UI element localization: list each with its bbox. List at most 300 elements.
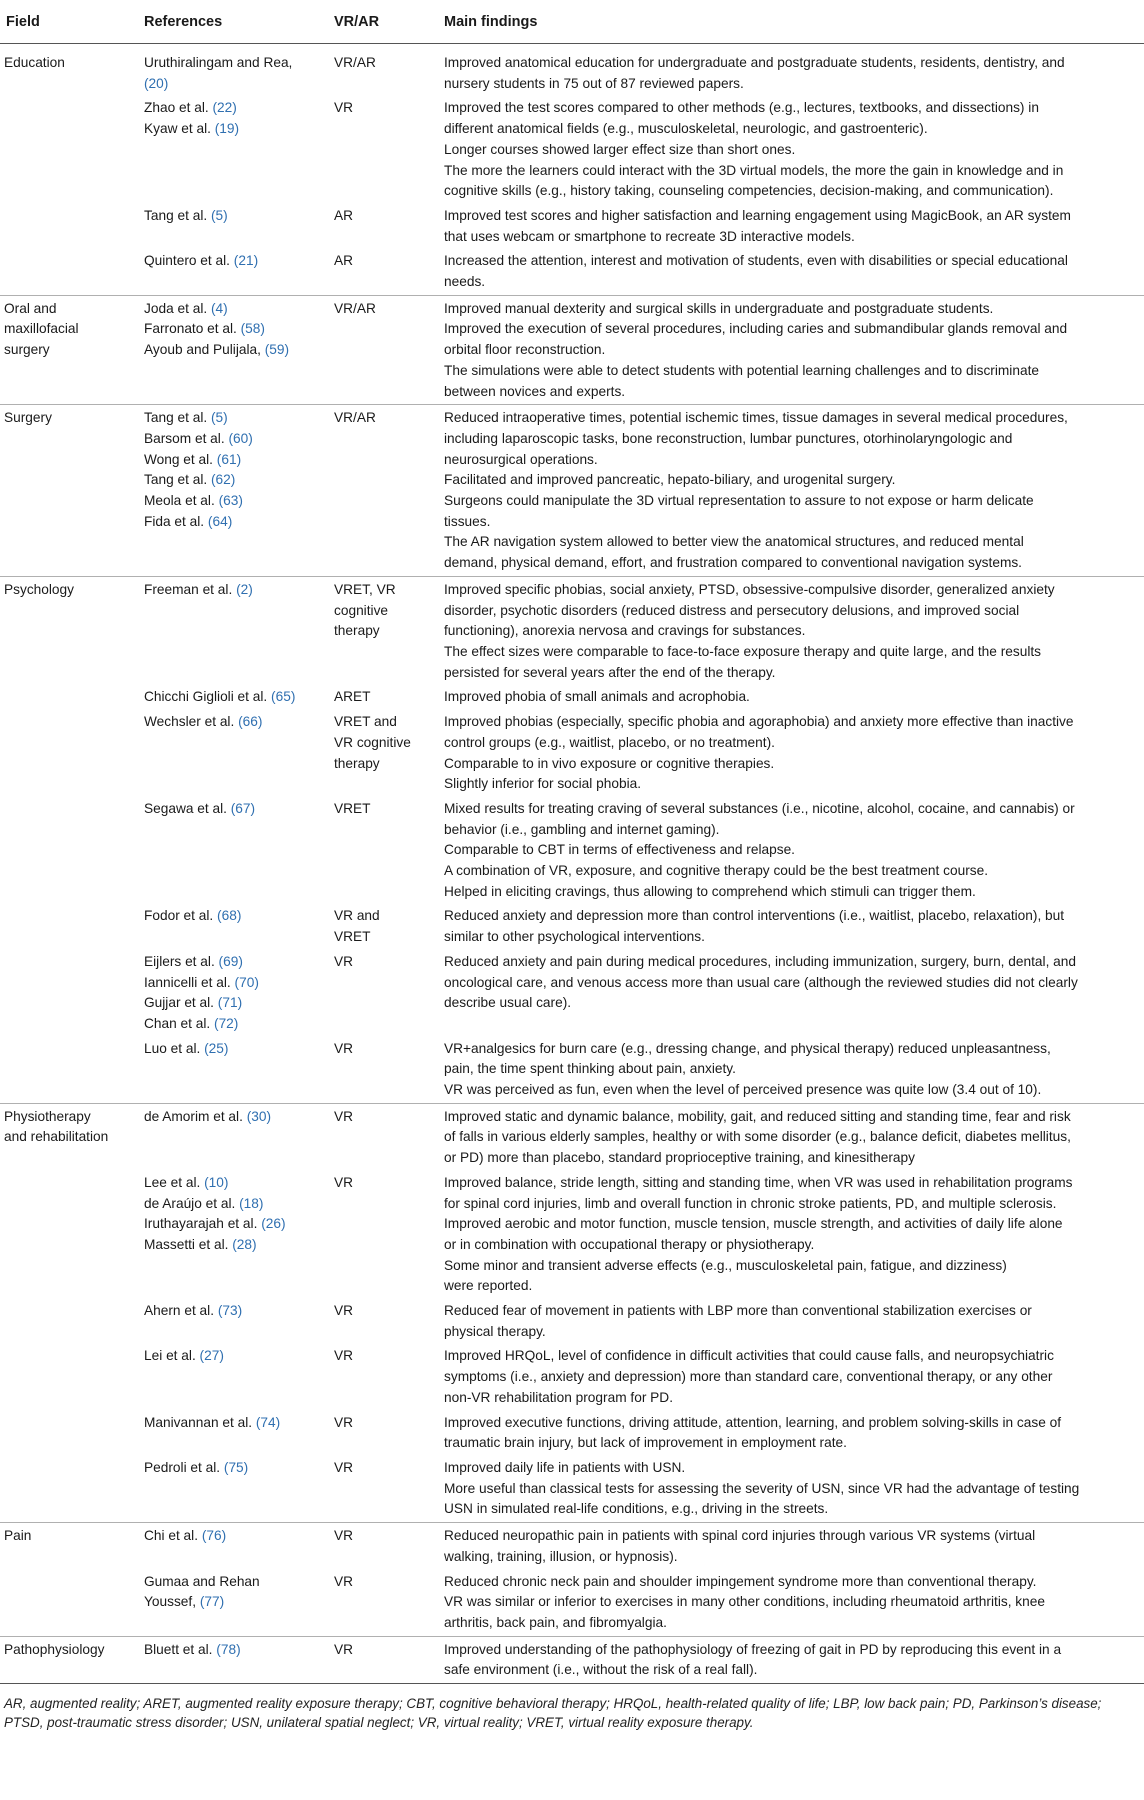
reference-number: (75) — [223, 1460, 249, 1475]
field-line: Surgery — [4, 410, 52, 426]
references-cell — [138, 1103, 328, 1171]
finding-line: orbital floor reconstruction. — [444, 342, 606, 358]
reference-number: (26) — [261, 1216, 286, 1232]
field-line: and rehabilitation — [4, 1129, 109, 1145]
finding-line: physical therapy. — [444, 1323, 546, 1339]
reference-number: (19) — [214, 121, 240, 137]
reference-author: Farronato et al. — [144, 321, 241, 337]
main-findings-cell — [438, 295, 1144, 405]
finding-line: VR was perceived as fun, even when the level of perceived presence was quite low (3.4 out of 10). — [444, 1082, 1042, 1098]
reference-author: de Araújo et al. — [144, 1195, 240, 1211]
table-row — [0, 904, 1144, 949]
references-cell — [138, 295, 328, 405]
main-findings-cell — [438, 950, 1144, 1037]
vr-ar-line: VR — [334, 1573, 354, 1589]
finding-line: Some minor and transient adverse effects (e.g., musculoskeletal pain, fatigue, and dizziness) — [444, 1257, 1007, 1273]
vr-ar-cell — [328, 797, 438, 905]
reference-line — [144, 1413, 322, 1434]
finding-line: traumatic brain injury, but lack of improvement in employment rate. — [444, 1435, 847, 1451]
field-cell — [0, 1103, 138, 1171]
finding-line: Improved anatomical education for undergraduate and postgraduate students, residents, dentistry, and — [444, 55, 1065, 70]
table-row — [0, 204, 1144, 249]
reference-author: Kyaw et al. — [144, 121, 215, 137]
vr-ar-line: VR — [334, 1108, 354, 1124]
reference-author: Pedroli et al. — [144, 1460, 224, 1475]
reference-number: (78) — [216, 1641, 241, 1657]
field-cell — [0, 685, 138, 710]
finding-line: More useful than classical tests for assessing the severity of USN, since VR had the advantage of testing — [444, 1480, 1080, 1496]
vr-ar-line: VR and — [334, 908, 380, 924]
finding-line: demand, physical demand, effort, and frustration compared to conventional navigation systems. — [444, 555, 1022, 571]
reference-number: (65) — [271, 689, 296, 705]
finding-line: were reported. — [444, 1278, 533, 1294]
header-references: References — [138, 12, 328, 44]
finding-line: Increased the attention, interest and motivation of students, even with disabilities or special educational — [444, 253, 1068, 269]
header-row — [0, 12, 1144, 44]
main-findings-cell — [438, 1411, 1144, 1456]
reference-author: Gumaa and Rehan — [144, 1573, 260, 1589]
finding-line: The more the learners could interact with the 3D virtual models, the more the gain in knowledge and in — [444, 162, 1064, 178]
vr-ar-cell — [328, 1299, 438, 1344]
references-cell — [138, 904, 328, 949]
reference-author: Chicchi Giglioli et al. — [144, 689, 272, 705]
reference-number: (20) — [144, 75, 169, 91]
vr-ar-line: VR/AR — [334, 410, 376, 426]
vr-ar-cell — [328, 576, 438, 685]
reference-number: (5) — [210, 207, 228, 223]
footnote-line: PTSD, post-traumatic stress disorder; USN, unilateral spatial neglect; VR, virtual reality; VRET, virtual reality exposure therapy. — [4, 1715, 754, 1731]
reference-author: Fida et al. — [144, 513, 208, 529]
references-cell — [138, 576, 328, 685]
table-row — [0, 685, 1144, 710]
finding-line: of falls in various elderly samples, healthy or with some disorder (e.g., balance deficit, diabetes mellitus, — [444, 1129, 1071, 1145]
references-cell — [138, 685, 328, 710]
reference-line — [144, 119, 322, 140]
vr-ar-line: VR — [334, 1348, 354, 1364]
reference-line — [144, 408, 322, 429]
vr-ar-line: VRET — [334, 929, 371, 945]
reference-number: (69) — [218, 953, 243, 969]
field-cell — [0, 44, 138, 97]
vr-ar-cell — [328, 44, 438, 97]
reference-number: (71) — [217, 995, 243, 1011]
vr-ar-line: VRET, VR — [334, 581, 396, 597]
references-cell — [138, 1299, 328, 1344]
vr-ar-cell — [328, 1171, 438, 1299]
reference-line — [144, 340, 322, 361]
vr-ar-cell — [328, 204, 438, 249]
field-cell — [0, 710, 138, 797]
finding-line: Improved manual dexterity and surgical skills in undergraduate and postgraduate students. — [444, 300, 994, 316]
table-row — [0, 295, 1144, 405]
reference-number: (5) — [210, 410, 228, 426]
reference-number: (4) — [210, 300, 228, 316]
finding-line: Slightly inferior for social phobia. — [444, 776, 642, 792]
vr-ar-cell — [328, 1523, 438, 1570]
reference-author: Tang et al. — [144, 472, 211, 488]
vr-ar-line: AR — [334, 253, 354, 269]
reference-author: Wong et al. — [144, 451, 217, 467]
reference-author: Freeman et al. — [144, 581, 237, 597]
reference-line — [144, 98, 322, 119]
field-cell — [0, 1411, 138, 1456]
vr-ar-line: ARET — [334, 689, 371, 705]
reference-number: (73) — [217, 1303, 243, 1319]
references-cell — [138, 797, 328, 905]
reference-author: Barsom et al. — [144, 430, 229, 446]
finding-line: walking, training, illusion, or hypnosis). — [444, 1548, 678, 1564]
vr-ar-line: VRET — [334, 800, 371, 816]
vr-ar-line: VR — [334, 1414, 354, 1430]
finding-line: Reduced anxiety and depression more than control interventions (i.e., waitlist, placebo, relaxation), but — [444, 908, 1065, 924]
vr-ar-line: VR — [334, 100, 354, 116]
reference-author: Tang et al. — [144, 207, 211, 223]
field-cell — [0, 405, 138, 577]
references-cell — [138, 1456, 328, 1523]
finding-line: Improved the execution of several procedures, including caries and submandibular glands removal and — [444, 321, 1068, 337]
vr-ar-cell — [328, 1456, 438, 1523]
table-row — [0, 1299, 1144, 1344]
vr-ar-line: VR — [334, 1528, 354, 1544]
reference-number: (27) — [199, 1348, 224, 1364]
reference-author: Chan et al. — [144, 1015, 215, 1031]
references-cell — [138, 1171, 328, 1299]
reference-number: (30) — [246, 1108, 272, 1124]
reference-line — [144, 206, 322, 227]
table-row — [0, 405, 1144, 577]
finding-line: Reduced anxiety and pain during medical procedures, including immunization, surgery, burn, dental, and — [444, 953, 1077, 969]
reference-number: (74) — [255, 1414, 281, 1430]
vr-ar-line: AR — [334, 207, 354, 223]
table-row — [0, 1570, 1144, 1637]
reference-line — [144, 1214, 322, 1235]
finding-line: tissues. — [444, 513, 491, 529]
reference-line — [144, 1301, 322, 1322]
reference-author: Quintero et al. — [144, 253, 234, 269]
main-findings-cell — [438, 1344, 1144, 1410]
vr-ar-line: VR — [334, 1303, 354, 1319]
table-row — [0, 96, 1144, 204]
finding-line: The simulations were able to detect students with potential learning challenges and to discriminate — [444, 362, 1039, 378]
table-footnote — [0, 1683, 1144, 1732]
references-cell — [138, 1570, 328, 1637]
finding-line: cognitive skills (e.g., history taking, counseling competencies, decision-making, and communication). — [444, 183, 1054, 199]
finding-line: Improved daily life in patients with USN. — [444, 1460, 686, 1475]
reference-line — [144, 952, 322, 973]
finding-line: Helped in eliciting cravings, thus allowing to comprehend which stimuli can trigger them. — [444, 883, 976, 899]
vr-ar-cell — [328, 1103, 438, 1171]
reference-author: Gujjar et al. — [144, 995, 218, 1011]
reference-line — [144, 906, 322, 927]
reference-author: Wechsler et al. — [144, 714, 239, 730]
vr-ar-cell — [328, 1570, 438, 1637]
main-findings-cell — [438, 1570, 1144, 1637]
main-findings-cell — [438, 405, 1144, 577]
table-row — [0, 1344, 1144, 1410]
main-findings-cell — [438, 576, 1144, 685]
reference-line — [144, 1235, 322, 1256]
reference-number: (18) — [239, 1195, 264, 1211]
main-findings-cell — [438, 44, 1144, 97]
finding-line: describe usual care). — [444, 995, 572, 1011]
finding-line: Improved phobias (especially, specific phobia and agoraphobia) and anxiety more effective than inactive — [444, 714, 1074, 730]
field-cell — [0, 204, 138, 249]
finding-line: different anatomical fields (e.g., musculoskeletal, neurologic, and gastroenteric). — [444, 121, 928, 137]
main-findings-cell — [438, 1636, 1144, 1683]
table-row — [0, 950, 1144, 1037]
main-findings-cell — [438, 1171, 1144, 1299]
reference-line — [144, 1014, 322, 1035]
finding-line: Reduced intraoperative times, potential ischemic times, tissue damages in several medical procedures, — [444, 410, 1068, 426]
finding-line: Improved phobia of small animals and acrophobia. — [444, 689, 750, 705]
reference-line — [144, 1039, 322, 1060]
main-findings-cell — [438, 204, 1144, 249]
reference-author: Massetti et al. — [144, 1236, 233, 1252]
reference-number: (63) — [218, 493, 243, 509]
vr-ar-cell — [328, 249, 438, 295]
finding-line: VR was similar or inferior to exercises in many other conditions, including rheumatoid arthritis, knee — [444, 1594, 1045, 1610]
field-cell — [0, 576, 138, 685]
finding-line: Comparable to in vivo exposure or cognitive therapies. — [444, 755, 775, 771]
table-body — [0, 44, 1144, 1684]
main-findings-cell — [438, 1523, 1144, 1570]
finding-line: functioning), anorexia nervosa and cravings for substances. — [444, 623, 806, 639]
finding-line: behavior (i.e., gambling and internet gaming). — [444, 821, 720, 837]
reference-number: (28) — [232, 1236, 257, 1252]
references-cell — [138, 1344, 328, 1410]
finding-line: Longer courses showed larger effect size than short ones. — [444, 141, 796, 157]
finding-line: Improved static and dynamic balance, mobility, gait, and reduced sitting and standing time, fear and risk — [444, 1108, 1071, 1124]
table-row — [0, 1523, 1144, 1570]
vr-ar-cell — [328, 685, 438, 710]
table-row — [0, 1456, 1144, 1523]
finding-line: persisted for several years after the end of the therapy. — [444, 664, 776, 680]
finding-line: safe environment (i.e., without the risk of a real fall). — [444, 1662, 758, 1678]
reference-line — [144, 491, 322, 512]
reference-author: Chi et al. — [144, 1528, 202, 1544]
field-cell — [0, 295, 138, 405]
finding-line: similar to other psychological interventions. — [444, 929, 705, 945]
finding-line: that uses webcam or smartphone to recreate 3D interactive models. — [444, 228, 855, 244]
field-line: Pain — [4, 1528, 32, 1544]
finding-line: needs. — [444, 274, 486, 290]
table-row — [0, 710, 1144, 797]
reference-line — [144, 1346, 322, 1367]
vr-ar-cell — [328, 904, 438, 949]
references-cell — [138, 96, 328, 204]
vr-ar-line: VR — [334, 1040, 354, 1056]
field-cell — [0, 96, 138, 204]
reference-author: Lei et al. — [144, 1348, 200, 1364]
main-findings-cell — [438, 249, 1144, 295]
vr-ar-cell — [328, 96, 438, 204]
main-findings-cell — [438, 1037, 1144, 1104]
reference-line — [144, 512, 322, 533]
main-findings-cell — [438, 1103, 1144, 1171]
finding-line: Improved understanding of the pathophysiology of freezing of gait in PD by reproducing this event in a — [444, 1641, 1062, 1657]
finding-line: Mixed results for treating craving of several substances (i.e., nicotine, alcohol, cocaine, and cannabis) or — [444, 800, 1075, 816]
main-findings-cell — [438, 1456, 1144, 1523]
main-findings-cell — [438, 685, 1144, 710]
vr-ar-line: therapy — [334, 623, 380, 639]
field-cell — [0, 797, 138, 905]
reference-number: (10) — [204, 1174, 229, 1190]
finding-line: Improved the test scores compared to other methods (e.g., lectures, textbooks, and dissections) in — [444, 100, 1039, 116]
finding-line: arthritis, back pain, and fibromyalgia. — [444, 1614, 667, 1630]
table-row — [0, 1171, 1144, 1299]
header-main-findings: Main findings — [438, 12, 1144, 44]
references-cell — [138, 249, 328, 295]
vr-ar-cell — [328, 950, 438, 1037]
table-row — [0, 249, 1144, 295]
main-findings-cell — [438, 710, 1144, 797]
reference-number: (70) — [234, 974, 259, 990]
reference-line — [144, 1526, 322, 1547]
reference-number: (2) — [236, 581, 253, 597]
references-cell — [138, 1037, 328, 1104]
table-row — [0, 1037, 1144, 1104]
vr-ar-line: therapy — [334, 755, 380, 771]
finding-line: USN in simulated real-life conditions, e.g., driving in the streets. — [444, 1501, 829, 1517]
reference-author: Luo et al. — [144, 1040, 205, 1056]
table-row — [0, 1103, 1144, 1171]
field-line: Education — [4, 55, 65, 70]
field-line: Pathophysiology — [4, 1641, 105, 1657]
reference-author: Segawa et al. — [144, 800, 231, 816]
reference-line — [144, 470, 322, 491]
finding-line: VR+analgesics for burn care (e.g., dressing change, and physical therapy) reduced unpleasantness, — [444, 1040, 1051, 1056]
finding-line: Reduced chronic neck pain and shoulder impingement syndrome more than conventional therapy. — [444, 1573, 1037, 1589]
finding-line: Improved test scores and higher satisfaction and learning engagement using MagicBook, an AR system — [444, 207, 1071, 223]
finding-line: for spinal cord injuries, limb and overall function in chronic stroke patients, PD, and multiple sclerosis. — [444, 1195, 1057, 1211]
reference-line — [144, 1592, 322, 1613]
finding-line: or in combination with occupational therapy or physiotherapy. — [444, 1236, 815, 1252]
vr-ar-line: VR cognitive — [334, 734, 411, 750]
table-row — [0, 576, 1144, 685]
vr-ar-cell — [328, 1037, 438, 1104]
field-line: surgery — [4, 342, 50, 358]
finding-line: oncological care, and venous access more than usual care (although the reviewed studies did not clearly — [444, 974, 1078, 990]
vr-ar-line: VR — [334, 1641, 354, 1657]
reference-number: (61) — [216, 451, 242, 467]
finding-line: between novices and experts. — [444, 383, 626, 399]
reference-line — [144, 299, 322, 320]
finding-line: Improved aerobic and motor function, muscle tension, muscle strength, and activities of daily life alone — [444, 1216, 1063, 1232]
finding-line: The effect sizes were comparable to face-to-face exposure therapy and quite large, and the results — [444, 643, 1042, 659]
finding-line: or PD) more than placebo, standard proprioceptive training, and kinesitherapy — [444, 1150, 915, 1166]
reference-line — [144, 251, 322, 272]
reference-line — [144, 1640, 322, 1661]
findings-table — [0, 12, 1144, 1683]
reference-author: Ahern et al. — [144, 1303, 218, 1319]
footnote-line: AR, augmented reality; ARET, augmented reality exposure therapy; CBT, cognitive behavioral therapy; HRQoL, health-related quality of life; LBP, low back pain; PD, Parkinson’s disease; — [4, 1696, 1102, 1712]
reference-author: Iruthayarajah et al. — [144, 1216, 262, 1232]
vr-ar-cell — [328, 1636, 438, 1683]
reference-author: Iannicelli et al. — [144, 974, 235, 990]
finding-line: nursery students in 75 out of 87 reviewed papers. — [444, 75, 744, 91]
field-cell — [0, 1636, 138, 1683]
finding-line: including laparoscopic tasks, bone reconstruction, lumbar punctures, otorhinolaryngologic and — [444, 430, 1013, 446]
reference-line — [144, 429, 322, 450]
field-line: maxillofacial — [4, 321, 79, 337]
reference-author: Meola et al. — [144, 493, 219, 509]
field-cell — [0, 1344, 138, 1410]
reference-author: de Amorim et al. — [144, 1108, 247, 1124]
reference-line — [144, 1458, 322, 1479]
main-findings-cell — [438, 1299, 1144, 1344]
field-cell — [0, 1570, 138, 1637]
finding-line: pain, the time spent thinking about pain, anxiety. — [444, 1061, 736, 1077]
vr-ar-line: VR — [334, 1174, 354, 1190]
field-cell — [0, 1171, 138, 1299]
reference-line — [144, 687, 322, 708]
field-line: Oral and — [4, 300, 57, 316]
finding-line: neurosurgical operations. — [444, 451, 598, 467]
reference-number: (60) — [228, 430, 253, 446]
reference-line — [144, 580, 322, 601]
field-cell — [0, 1299, 138, 1344]
vr-ar-cell — [328, 295, 438, 405]
reference-author: Tang et al. — [144, 410, 211, 426]
reference-number: (66) — [238, 714, 263, 730]
vr-ar-cell — [328, 1411, 438, 1456]
table-header — [0, 12, 1144, 44]
finding-line: symptoms (i.e., anxiety and depression) more than standard care, conventional therapy, or any other — [444, 1369, 1053, 1385]
field-cell — [0, 950, 138, 1037]
field-cell — [0, 249, 138, 295]
reference-line — [144, 450, 322, 471]
reference-line — [144, 1194, 322, 1215]
table-row — [0, 1411, 1144, 1456]
references-cell — [138, 44, 328, 97]
reference-author: Bluett et al. — [144, 1641, 217, 1657]
finding-line: disorder, psychotic disorders (reduced distress and persecutory delusions, and improved social — [444, 602, 1020, 618]
finding-line: Comparable to CBT in terms of effectiveness and relapse. — [444, 842, 795, 858]
finding-line: Improved specific phobias, social anxiety, PTSD, obsessive-compulsive disorder, generalized anxiety — [444, 581, 1055, 597]
reference-author: Lee et al. — [144, 1174, 205, 1190]
reference-number: (76) — [201, 1528, 227, 1544]
reference-line — [144, 1572, 322, 1593]
reference-author: Youssef, — [144, 1594, 200, 1610]
reference-number: (67) — [230, 800, 256, 816]
finding-line: Reduced fear of movement in patients with LBP more than conventional stabilization exercises or — [444, 1303, 1032, 1319]
reference-number: (25) — [204, 1040, 229, 1056]
vr-ar-line: VR — [334, 953, 354, 969]
field-line: Physiotherapy — [4, 1108, 91, 1124]
reference-number: (21) — [233, 253, 259, 269]
reference-author: Zhao et al. — [144, 100, 213, 116]
reference-number: (64) — [207, 513, 233, 529]
finding-line: Facilitated and improved pancreatic, hepato-biliary, and urogenital surgery. — [444, 472, 896, 488]
references-cell — [138, 950, 328, 1037]
finding-line: The AR navigation system allowed to better view the anatomical structures, and reduced mental — [444, 534, 1024, 550]
vr-ar-line: VR/AR — [334, 55, 376, 70]
reference-number: (58) — [240, 321, 265, 337]
main-findings-cell — [438, 904, 1144, 949]
main-findings-cell — [438, 797, 1144, 905]
references-cell — [138, 1523, 328, 1570]
reference-line — [144, 973, 322, 994]
reference-number: (77) — [199, 1594, 225, 1610]
reference-author: Ayoub and Pulijala, — [144, 342, 265, 358]
reference-line — [144, 993, 322, 1014]
vr-ar-cell — [328, 405, 438, 577]
field-cell — [0, 904, 138, 949]
reference-line — [144, 1173, 322, 1194]
reference-author: Fodor et al. — [144, 908, 218, 924]
reference-number: (72) — [214, 1015, 239, 1031]
finding-line: Improved HRQoL, level of confidence in difficult activities that could cause falls, and neuropsychiatric — [444, 1348, 1054, 1364]
